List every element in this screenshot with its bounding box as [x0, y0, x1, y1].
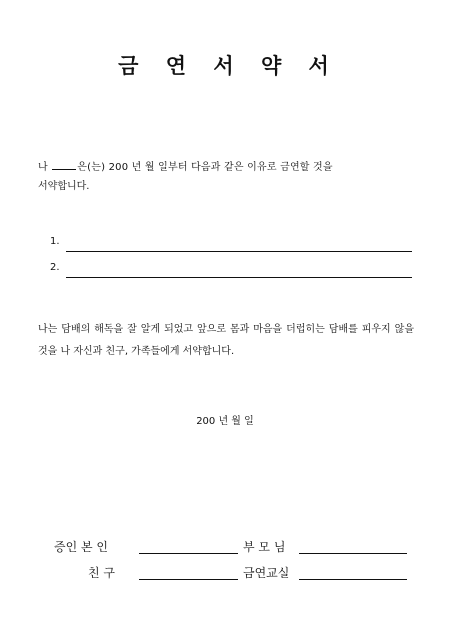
class-label: 금연교실 — [243, 566, 290, 580]
witness-self-label: 증인 본 인 — [54, 540, 108, 554]
friend-signature-line[interactable] — [139, 578, 238, 580]
friend-label: 친 구 — [88, 566, 115, 580]
reason-item-1[interactable] — [50, 236, 412, 252]
witness-self-signature-line[interactable] — [139, 552, 238, 554]
document-title: 금 연 서 약 서 — [118, 53, 332, 78]
class-signature-line[interactable] — [299, 578, 407, 580]
name-blank[interactable] — [52, 159, 76, 170]
reason-number: 2. — [50, 262, 60, 273]
reason-number: 1. — [50, 236, 60, 247]
pledge-date: 200 년 월 일 — [196, 416, 254, 427]
parents-signature-line[interactable] — [299, 552, 407, 554]
reason-blank-line[interactable] — [66, 251, 412, 252]
pledge-suffix: 은(는) 200 년 월 일부터 다음과 같은 이유로 금연할 것을 — [77, 162, 333, 173]
pledge-sentence — [38, 158, 413, 178]
reason-item-2[interactable] — [50, 262, 412, 278]
pledge-continuation: 서약합니다. — [38, 181, 90, 192]
pledge-paragraph: 나는 담배의 해독을 잘 알게 되었고 앞으로 몸과 마음을 더럽히는 담배를 피우지 않을 것을 나 자신과 친구, 가족들에게 서약합니다. — [38, 324, 414, 357]
reason-blank-line[interactable] — [66, 277, 412, 278]
parents-label: 부 모 님 — [243, 540, 286, 554]
pledge-prefix: 나 — [38, 162, 48, 173]
